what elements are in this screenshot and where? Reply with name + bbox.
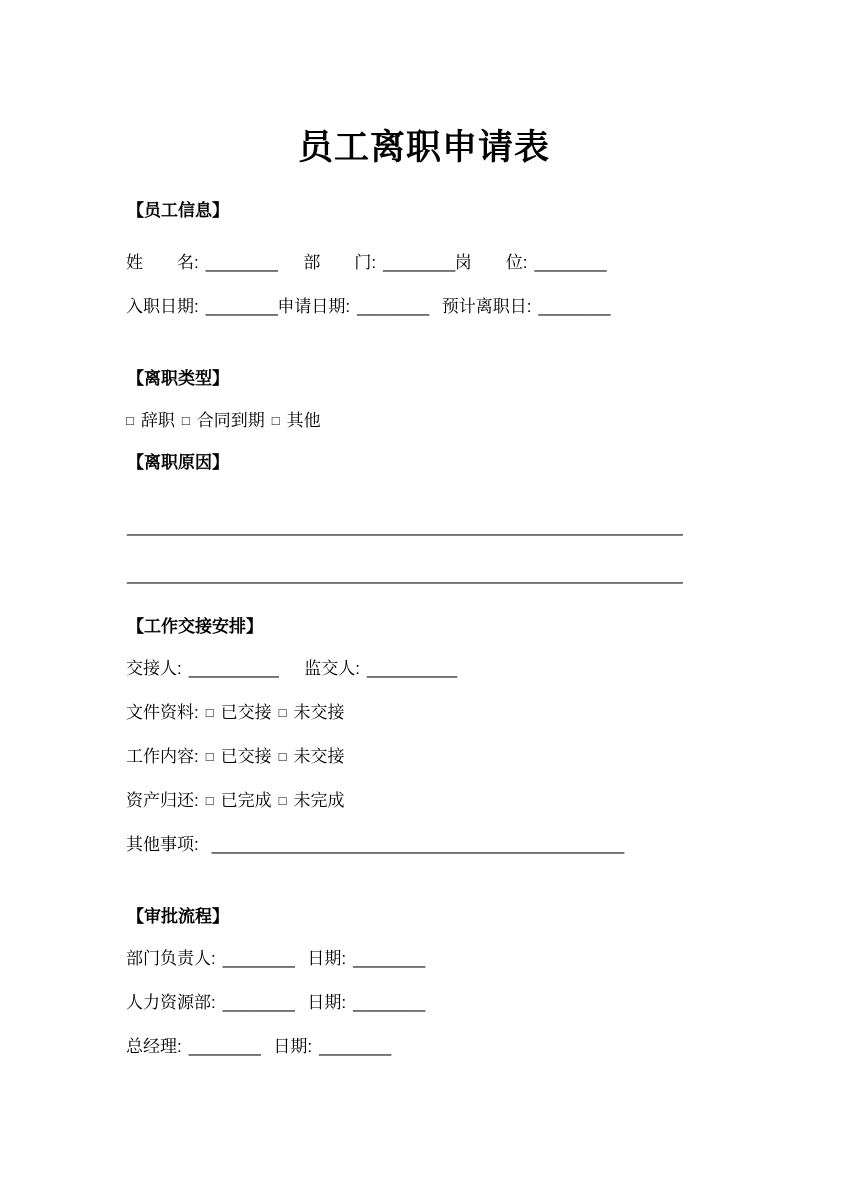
input-general-manager-signature[interactable]: ________ (188, 1037, 261, 1056)
label-documents: 文件资料: (126, 703, 199, 722)
input-supervising-person[interactable]: __________ (367, 659, 457, 678)
label-work-content-pending: 未交接 (293, 747, 345, 766)
input-name[interactable]: ________ (205, 253, 278, 272)
row-handover-documents (0, 702, 848, 724)
section-resignation-reason (0, 448, 848, 586)
section-resignation-type (0, 364, 848, 432)
spacer (0, 724, 848, 746)
label-assets-done: 已完成 (220, 791, 272, 810)
spacer (0, 1014, 848, 1036)
section-heading-approval: 【审批流程】 (127, 907, 229, 926)
reason-write-line-1[interactable]: ______________________________________________________________ (127, 517, 683, 536)
input-hr-signature[interactable]: ________ (222, 993, 295, 1012)
input-hr-date[interactable]: ________ (353, 993, 425, 1012)
input-department-head-signature[interactable]: ________ (222, 949, 295, 968)
label-hr-date: 日期: (307, 993, 347, 1012)
checkbox-other[interactable]: □ (271, 413, 280, 428)
input-hire-date[interactable]: ________ (205, 297, 278, 316)
label-department: 部 门: (303, 253, 377, 272)
input-apply-date[interactable]: ________ (357, 297, 429, 316)
label-other-matters: 其他事项: (126, 835, 199, 854)
spacer (0, 318, 848, 364)
label-work-content-done: 已交接 (220, 747, 272, 766)
spacer (0, 538, 848, 564)
label-expected-leave-date: 预计离职日: (441, 297, 532, 316)
spacer (0, 812, 848, 834)
checkbox-work-content-done[interactable]: □ (205, 749, 214, 764)
row-dates (0, 296, 848, 318)
label-documents-pending: 未交接 (293, 703, 345, 722)
section-heading-handover: 【工作交接安排】 (127, 617, 263, 636)
input-handover-person[interactable]: __________ (188, 659, 279, 678)
checkbox-documents-done[interactable]: □ (205, 705, 214, 720)
section-handover (0, 612, 848, 856)
checkbox-assets-done[interactable]: □ (205, 793, 214, 808)
section-employee-info (0, 196, 848, 318)
section-heading-employee-info: 【员工信息】 (127, 201, 229, 220)
section-heading-resignation-reason: 【离职原因】 (127, 453, 229, 472)
spacer (0, 274, 848, 296)
spacer (0, 680, 848, 702)
checkbox-work-content-pending[interactable]: □ (278, 749, 287, 764)
label-documents-done: 已交接 (220, 703, 272, 722)
label-department-head: 部门负责人: (126, 949, 216, 968)
label-hr-department: 人力资源部: (126, 993, 216, 1012)
input-department[interactable]: ________ (383, 253, 455, 272)
label-assets: 资产归还: (126, 791, 199, 810)
reason-write-line-2[interactable]: ______________________________________________________________ (127, 565, 683, 584)
input-other-matters[interactable]: ______________________________________________ (211, 835, 624, 854)
section-heading-resignation-type: 【离职类型】 (127, 369, 229, 388)
label-option-contract-expiry: 合同到期 (196, 411, 265, 430)
row-handover-assets (0, 790, 848, 812)
label-handover-person: 交接人: (126, 659, 182, 678)
input-expected-leave-date[interactable]: ________ (538, 297, 611, 316)
spacer (0, 856, 848, 902)
label-name: 姓 名: (126, 253, 199, 272)
spacer (0, 768, 848, 790)
row-approval-hr (0, 992, 848, 1014)
spacer (0, 226, 848, 252)
spacer (0, 970, 848, 992)
label-position: 岗 位: (454, 253, 528, 272)
label-apply-date: 申请日期: (277, 297, 351, 316)
row-approval-general-manager (0, 1036, 848, 1058)
document-body (0, 196, 848, 1058)
label-general-manager-date: 日期: (273, 1037, 313, 1056)
row-resignation-type-options (0, 410, 848, 432)
spacer (0, 586, 848, 612)
spacer (0, 432, 848, 448)
row-handover-other (0, 834, 848, 856)
row-approval-department-head (0, 948, 848, 970)
input-general-manager-date[interactable]: ________ (319, 1037, 391, 1056)
label-assets-pending: 未完成 (293, 791, 345, 810)
row-name-dept-position (0, 252, 848, 274)
checkbox-documents-pending[interactable]: □ (278, 705, 287, 720)
checkbox-contract-expiry[interactable]: □ (181, 413, 190, 428)
row-handover-persons (0, 658, 848, 680)
checkbox-resign[interactable]: □ (126, 413, 134, 428)
spacer (0, 394, 848, 410)
spacer (0, 932, 848, 948)
label-work-content: 工作内容: (126, 747, 199, 766)
label-general-manager: 总经理: (126, 1037, 182, 1056)
label-department-head-date: 日期: (307, 949, 347, 968)
page-title: 员工离职申请表 (297, 128, 550, 167)
label-supervising-person: 监交人: (304, 659, 361, 678)
label-hire-date: 入职日期: (126, 297, 199, 316)
spacer (0, 478, 848, 516)
row-handover-work-content (0, 746, 848, 768)
label-option-resign: 辞职 (140, 411, 175, 430)
input-position[interactable]: ________ (534, 253, 607, 272)
spacer (0, 642, 848, 658)
input-department-head-date[interactable]: ________ (353, 949, 425, 968)
section-approval (0, 902, 848, 1058)
checkbox-assets-pending[interactable]: □ (278, 793, 287, 808)
label-option-other: 其他 (286, 411, 321, 430)
